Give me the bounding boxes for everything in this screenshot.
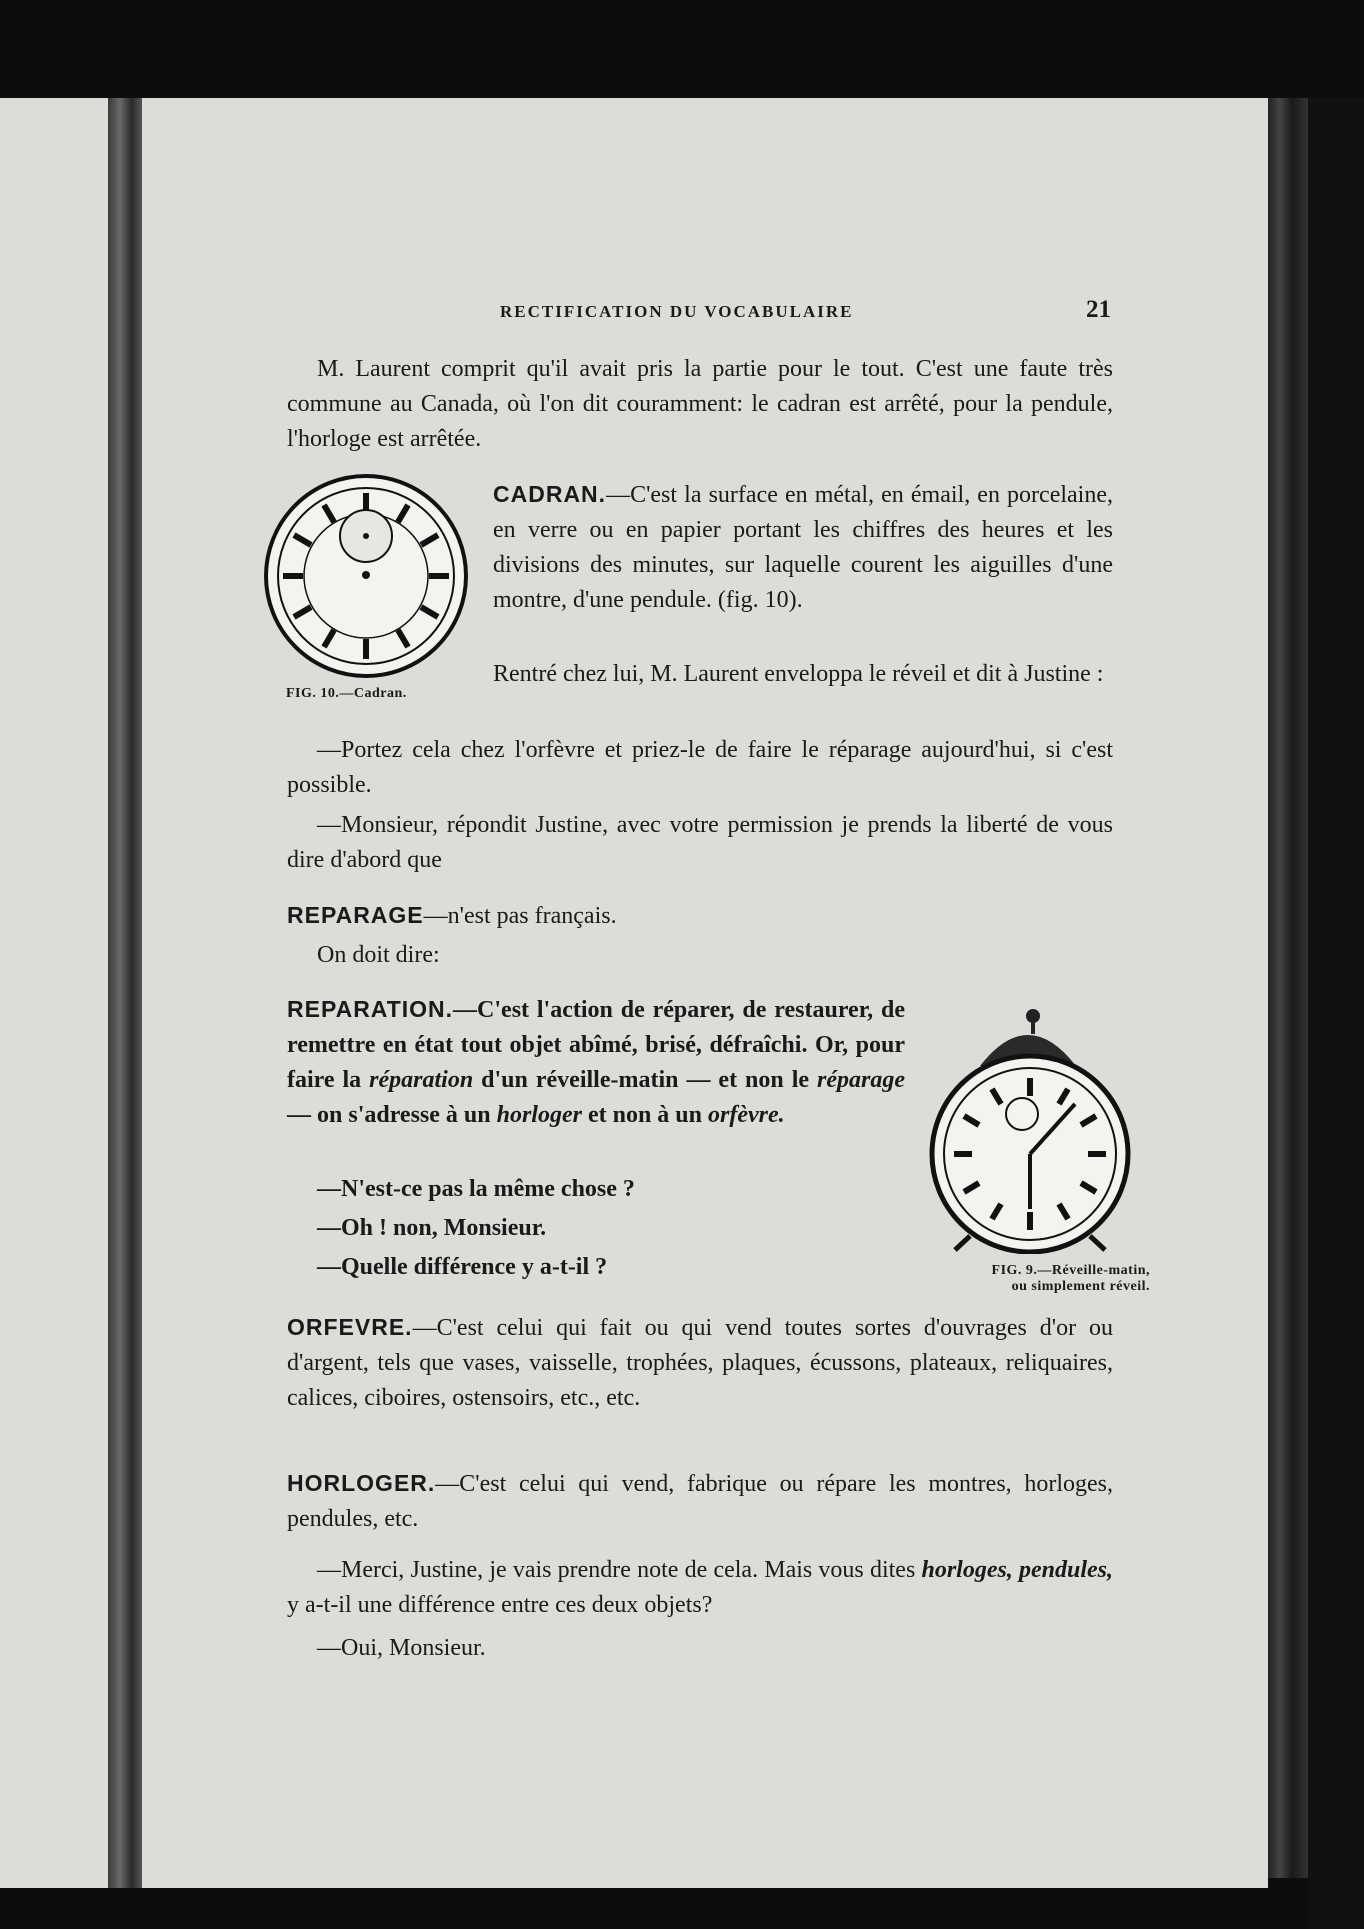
definition-orfevre [287, 1310, 1113, 1416]
paragraph-oui: —Oui, Monsieur. [317, 1635, 486, 1661]
fig9-caption [922, 1263, 1150, 1295]
definition-reparation-emphasis-1: réparation [369, 1067, 474, 1093]
term-cadran: CADRAN. [493, 481, 607, 507]
definition-reparage-text: —n'est pas français. [423, 903, 617, 929]
definition-reparation-text-3: — on s'adresse à un [287, 1102, 497, 1128]
definition-reparation [287, 992, 905, 1133]
dialogue-line-3: —Quelle différence y a-t-il ? [317, 1254, 608, 1280]
page-number: 21 [1086, 296, 1111, 323]
paragraph-monsieur [287, 808, 1113, 878]
term-horloger: HORLOGER. [287, 1470, 436, 1496]
running-title: RECTIFICATION DU VOCABULAIRE [500, 302, 854, 321]
paragraph-rentre [493, 657, 1113, 692]
fig9-caption-line-1: FIG. 9.—Réveille-matin, [991, 1263, 1150, 1278]
definition-reparation-text-4: et non à un [581, 1102, 709, 1128]
definition-orfevre-text: —C'est celui qui fait ou qui vend toutes sortes d'ouvrages d'or ou d'argent, tels que vases, vaisselle, trophées, plaques, écussons, plateaux, reliquaires, calices, ciboires, ostensoirs, etc., etc. [287, 1315, 1113, 1411]
paragraph-rentre-text: Rentré chez lui, M. Laurent enveloppa le réveil et dit à Justine : [493, 661, 1104, 687]
paragraph-monsieur-text: —Monsieur, répondit Justine, avec votre permission je prends la liberté de vous dire d'abord que [287, 812, 1113, 873]
paragraph-merci-text-1: —Merci, Justine, je vais prendre note de cela. Mais vous dites [317, 1557, 922, 1583]
definition-cadran-text: —C'est la surface en métal, en émail, en porcelaine, en verre ou en papier portant les chiffres des heures et les divisions des minutes, sur laquelle courent les aiguilles d'une montre, d'une pendule. (fig. 10). [493, 482, 1113, 613]
page-edge [1268, 98, 1308, 1878]
paragraph-intro [287, 352, 1113, 457]
paragraph-merci [287, 1553, 1113, 1623]
book-gutter [108, 98, 142, 1888]
paragraph-on-doit: On doit dire: [317, 942, 440, 968]
term-orfevre: ORFEVRE. [287, 1314, 413, 1340]
paragraph-merci-emphasis: horloges, pendules, [921, 1557, 1114, 1583]
alarm-clock-figure [925, 1004, 1135, 1254]
scan-background [1308, 98, 1364, 1929]
dialogue-line-1: —N'est-ce pas la même chose ? [317, 1176, 635, 1202]
definition-reparation-text-2: d'un réveille-matin — et non le [473, 1067, 818, 1093]
definition-reparation-text-1: —C'est l'action de réparer, de restaurer, de remettre en état tout objet abîmé, brisé, défraîchi. Or, pour faire la [287, 997, 905, 1093]
definition-reparation-emphasis-3: horloger [496, 1102, 582, 1128]
fig10-caption: FIG. 10.—Cadran. [286, 686, 407, 701]
definition-reparage [287, 898, 1113, 934]
definition-reparation-emphasis-2: réparage [817, 1067, 906, 1093]
fig9-caption-line-2: ou simplement réveil. [1011, 1279, 1150, 1294]
definition-horloger [287, 1466, 1113, 1537]
definition-horloger-text: —C'est celui qui vend, fabrique ou répare les montres, horloges, pendules, etc. [287, 1471, 1113, 1532]
paragraph-merci-text-2: y a-t-il une différence entre ces deux objets? [287, 1592, 713, 1618]
term-reparation: REPARATION. [287, 996, 454, 1022]
dial-figure [263, 473, 469, 679]
definition-reparation-emphasis-4: orfèvre. [708, 1102, 785, 1128]
term-reparage: REPARAGE [287, 902, 424, 928]
paragraph-portez-text: —Portez cela chez l'orfèvre et priez-le de faire le réparage aujourd'hui, si c'est possible. [287, 737, 1113, 798]
definition-cadran [493, 477, 1113, 618]
paragraph-intro-text: M. Laurent comprit qu'il avait pris la partie pour le tout. C'est une faute très commune au Canada, où l'on dit couramment: le cadran est arrêté, pour la pendule, l'horloge est arrêtée. [287, 356, 1113, 452]
dialogue-line-2: —Oh ! non, Monsieur. [317, 1215, 547, 1241]
paragraph-portez [287, 733, 1113, 803]
